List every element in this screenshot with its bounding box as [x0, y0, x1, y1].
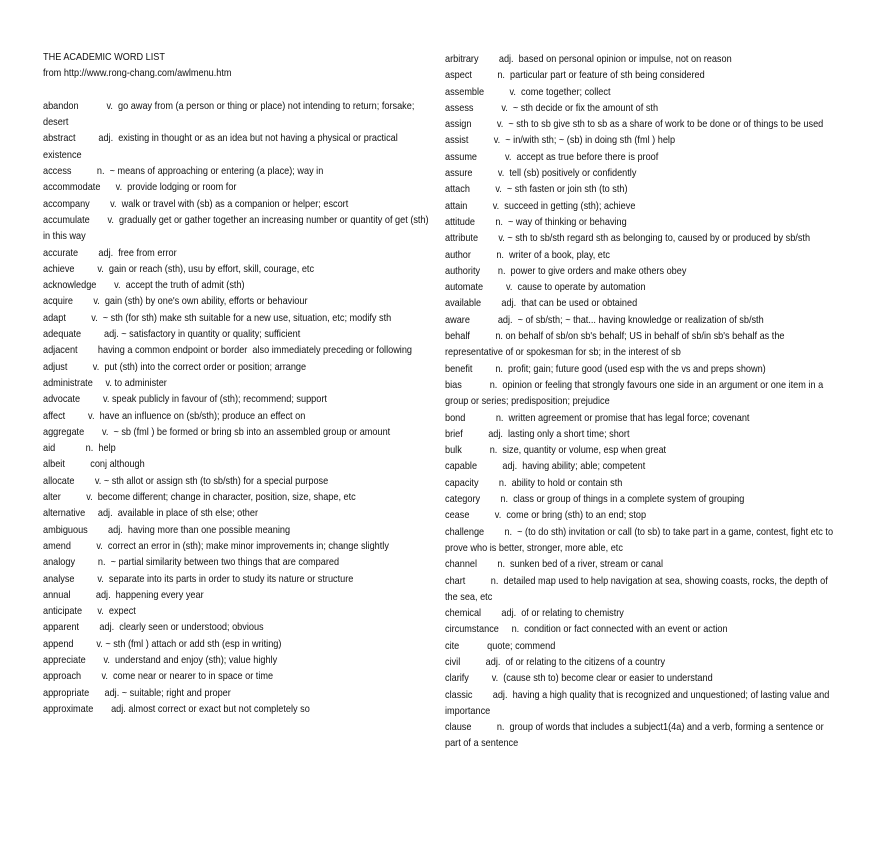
word-entry: capable adj. having ability; able; competent: [445, 461, 646, 473]
word-entry: abandon v. go away from (a person or thing or place) not intending to return; forsake; desert: [43, 100, 417, 129]
document-source: from http://www.rong-chang.com/awlmenu.htm: [43, 68, 232, 80]
word-entry: cease v. come or bring (sth) to an end; stop: [445, 510, 647, 522]
word-entry: authority n. power to give orders and make others obey: [445, 265, 687, 277]
word-entry: analyse v. separate into its parts in order to study its nature or structure: [43, 573, 354, 585]
word-entry: affect v. have an influence on (sb/sth); produce an effect on: [43, 410, 306, 422]
word-entry: automate v. cause to operate by automation: [445, 282, 646, 294]
word-entry: adjust v. put (sth) into the correct order or position; arrange: [43, 361, 307, 373]
word-entry: acknowledge v. accept the truth of admit (sth): [43, 280, 245, 292]
word-entry: adjacent having a common endpoint or border also immediately preceding or following: [43, 345, 413, 357]
word-entry: append v. ~ sth (fml ) attach or add sth (esp in writing): [43, 638, 282, 650]
word-entry: category n. class or group of things in a complete system of grouping: [445, 494, 745, 506]
word-entry: attitude n. ~ way of thinking or behaving: [445, 216, 627, 228]
word-entry: adapt v. ~ sth (for sth) make sth suitable for a new use, situation, etc; modify sth: [43, 312, 392, 324]
word-entry: access n. ~ means of approaching or entering (a place); way in: [43, 166, 324, 178]
word-entry: attribute v. ~ sth to sb/sth regard sth as belonging to, caused by or produced by sb/sth: [445, 233, 811, 245]
word-entry: approach v. come near or nearer to in space or time: [43, 671, 274, 683]
word-entry: administrate v. to administer: [43, 377, 167, 389]
word-entry: circumstance n. condition or fact connected with an event or action: [445, 624, 728, 636]
right-entry-list: [445, 52, 837, 753]
word-entry: apparent adj. clearly seen or understood; obvious: [43, 622, 264, 634]
left-entry-list: [43, 99, 435, 718]
word-entry: aid n. help: [43, 443, 116, 455]
word-entry: assume v. accept as true before there is proof: [445, 151, 659, 163]
word-entry: accurate adj. free from error: [43, 247, 177, 259]
word-entry: bias n. opinion or feeling that strongly favours one side in an argument or one item in a group or series; predisposition; prejudice: [445, 379, 826, 408]
word-entry: amend v. correct an error in (sth); make minor improvements in; change slightly: [43, 540, 389, 552]
word-entry: acquire v. gain (sth) by one's own ability, efforts or behaviour: [43, 296, 308, 308]
left-column: [43, 50, 435, 718]
word-entry: ambiguous adj. having more than one possible meaning: [43, 524, 291, 536]
word-entry: assign v. ~ sth to sb give sth to sb as a share of work to be done or of things to be used: [445, 119, 824, 131]
word-entry: assist v. ~ in/with sth; ~ (sb) in doing sth (fml ) help: [445, 135, 676, 147]
word-entry: aggregate v. ~ sb (fml ) be formed or bring sb into an assembled group or amount: [43, 426, 391, 438]
word-entry: arbitrary adj. based on personal opinion or impulse, not on reason: [445, 54, 732, 65]
word-entry: clarify v. (cause sth to) become clear or easier to understand: [445, 673, 713, 685]
word-entry: capacity n. ability to hold or contain sth: [445, 477, 623, 489]
word-entry: accumulate v. gradually get or gather together an increasing number or quantity of get (sth) in this way: [43, 214, 432, 243]
word-entry: anticipate v. expect: [43, 606, 136, 618]
word-entry: channel n. sunken bed of a river, stream or canal: [445, 559, 664, 571]
word-entry: chart n. detailed map used to help navigation at sea, showing coasts, rocks, the depth of the sea, etc: [445, 575, 831, 603]
word-entry: brief adj. lasting only a short time; short: [445, 428, 630, 440]
word-entry: alter v. become different; change in character, position, size, shape, etc: [43, 492, 356, 504]
word-entry: challenge n. ~ (to do sth) invitation or call (to sb) to take part in a game, contest, fight etc to prove who is better, stronger, more able, etc: [445, 526, 836, 554]
word-entry: annual adj. happening every year: [43, 589, 204, 601]
word-entry: assess v. ~ sth decide or fix the amount of sth: [445, 102, 659, 114]
word-entry: assure v. tell (sb) positively or confidently: [445, 168, 637, 180]
word-entry: available adj. that can be used or obtained: [445, 298, 638, 310]
word-entry: allocate v. ~ sth allot or assign sth (to sb/sth) for a special purpose: [43, 475, 329, 487]
word-entry: alternative adj. available in place of sth else; other: [43, 508, 259, 520]
word-entry: advocate v. speak publicly in favour of (sth); recommend; support: [43, 394, 327, 406]
word-entry: civil adj. of or relating to the citizens of a country: [445, 656, 666, 668]
word-entry: accommodate v. provide lodging or room for: [43, 182, 237, 194]
word-entry: attach v. ~ sth fasten or join sth (to sth): [445, 184, 628, 196]
word-entry: attain v. succeed in getting (sth); achieve: [445, 200, 636, 212]
word-entry: appropriate adj. ~ suitable; right and proper: [43, 687, 231, 699]
word-entry: assemble v. come together; collect: [445, 86, 611, 98]
word-entry: achieve v. gain or reach (sth), usu by effort, skill, courage, etc: [43, 263, 315, 275]
word-entry: albeit conj although: [43, 459, 145, 471]
word-entry: classic adj. having a high quality that is recognized and unquestioned; of lasting value and importance: [445, 689, 832, 717]
word-entry: bond n. written agreement or promise that has legal force; covenant: [445, 412, 750, 424]
right-column: [445, 52, 837, 753]
word-entry: approximate adj. almost correct or exact but not completely so: [43, 703, 310, 715]
word-entry: aspect n. particular part or feature of sth being considered: [445, 70, 705, 82]
word-entry: author n. writer of a book, play, etc: [445, 249, 611, 261]
spacer: [43, 83, 435, 99]
word-entry: chemical adj. of or relating to chemistry: [445, 608, 624, 620]
word-entry: analogy n. ~ partial similarity between two things that are compared: [43, 557, 340, 569]
word-entry: bulk n. size, quantity or volume, esp when great: [445, 445, 667, 457]
word-entry: cite quote; commend: [445, 640, 556, 652]
word-entry: adequate adj. ~ satisfactory in quantity or quality; sufficient: [43, 329, 301, 341]
document-title: THE ACADEMIC WORD LIST: [43, 52, 165, 63]
word-entry: accompany v. walk or travel with (sb) as a companion or helper; escort: [43, 198, 349, 210]
word-entry: behalf n. on behalf of sb/on sb's behalf; US in behalf of sb/in sb's behalf as the representative of or spokesman for sb; in the interest of sb: [445, 331, 788, 359]
word-entry: clause n. group of words that includes a subject1(4a) and a verb, forming a sentence or part of a sentence: [445, 722, 827, 750]
word-entry: abstract adj. existing in thought or as an idea but not having a physical or practical existence: [43, 133, 401, 161]
word-entry: aware adj. ~ of sb/sth; ~ that... having knowledge or realization of sb/sth: [445, 314, 764, 326]
word-entry: benefit n. profit; gain; future good (used esp with the vs and preps shown): [445, 363, 766, 375]
word-entry: appreciate v. understand and enjoy (sth); value highly: [43, 654, 278, 666]
